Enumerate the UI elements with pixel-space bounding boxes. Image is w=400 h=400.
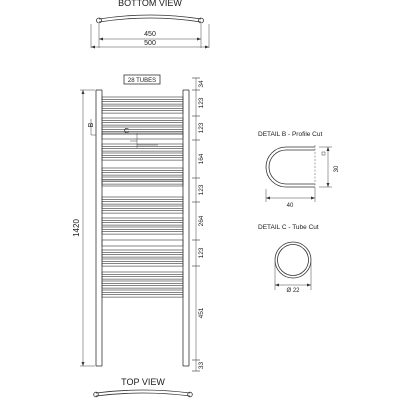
top-view-title: TOP VIEW xyxy=(121,377,165,387)
tube-18 xyxy=(102,202,183,205)
tube-11 xyxy=(102,153,183,156)
divider-3 xyxy=(102,240,183,246)
tube-14 xyxy=(102,173,183,176)
tube-32 xyxy=(102,286,183,289)
spacing-label-4: 164 xyxy=(198,153,205,165)
bottom-view-title: BOTTOM VIEW xyxy=(118,0,182,8)
top-rail-bottom xyxy=(96,393,190,396)
tube-13 xyxy=(102,168,183,171)
detail-b-profile-inner xyxy=(269,150,315,184)
spacing-label-8: 451 xyxy=(198,307,205,319)
dim-500-label: 500 xyxy=(144,40,156,47)
divider-2 xyxy=(102,180,183,186)
tube-3 xyxy=(102,106,183,109)
tube-28 xyxy=(102,264,183,267)
tube-19 xyxy=(102,206,183,209)
tube-5 xyxy=(102,118,183,121)
detail-c-title: DETAIL C - Tube Cut xyxy=(258,224,319,231)
tube-12 xyxy=(102,158,183,161)
tube-20 xyxy=(102,211,183,214)
detail-b-width-label: 40 xyxy=(286,203,294,209)
tube-1 xyxy=(102,97,183,100)
tubes-label: 28 TUBES xyxy=(127,78,157,84)
bottom-view xyxy=(91,0,209,49)
top-view xyxy=(94,377,193,397)
tube-10 xyxy=(102,149,183,152)
tube-17 xyxy=(102,197,183,200)
tube-9 xyxy=(102,144,183,147)
detail-b xyxy=(258,131,340,209)
detail-b-marker xyxy=(322,152,325,155)
dim-450-label: 450 xyxy=(144,31,156,38)
tube-2 xyxy=(102,102,183,105)
tube-21 xyxy=(102,218,183,221)
tube-7 xyxy=(102,127,183,130)
detail-c-diameter-label: Ø 22 xyxy=(286,288,300,294)
detail-c-tube-inner xyxy=(278,245,309,276)
detail-b-profile-outer xyxy=(266,147,315,187)
bottom-rail-bottom xyxy=(99,18,201,22)
tube-34 xyxy=(102,295,183,298)
front-view xyxy=(72,75,205,371)
spacing-label-2: 123 xyxy=(198,97,205,109)
tube-24 xyxy=(102,232,183,235)
spacing-label-3: 123 xyxy=(198,122,205,134)
tube-4 xyxy=(102,111,183,114)
spacing-label-9: 33 xyxy=(198,361,205,370)
tube-27 xyxy=(102,259,183,262)
detail-b-title: DETAIL B - Profile Cut xyxy=(258,131,323,138)
tube-25 xyxy=(102,250,183,253)
tube-31 xyxy=(102,281,183,284)
tube-33 xyxy=(102,290,183,293)
spacing-labels xyxy=(198,80,205,369)
detail-c xyxy=(258,224,319,294)
spacing-label-7: 123 xyxy=(198,247,205,259)
tube-30 xyxy=(102,277,183,280)
marker-c: C xyxy=(124,128,130,135)
marker-b: B xyxy=(88,122,95,128)
tube-15 xyxy=(102,177,183,180)
tube-23 xyxy=(102,227,183,230)
tube-26 xyxy=(102,255,183,258)
tube-22 xyxy=(102,223,183,226)
detail-c-tube-outer xyxy=(275,242,311,278)
spacing-label-6: 264 xyxy=(198,215,205,227)
spacing-label-1: 34 xyxy=(198,80,205,88)
tube-16 xyxy=(102,182,183,185)
dim-height-label: 1420 xyxy=(72,219,81,237)
tube-group xyxy=(102,97,183,297)
top-rail-top xyxy=(96,390,190,393)
detail-b-height-label: 30 xyxy=(334,165,340,173)
spacing-label-5: 123 xyxy=(198,184,205,196)
tube-6 xyxy=(102,123,183,126)
tube-29 xyxy=(102,272,183,275)
